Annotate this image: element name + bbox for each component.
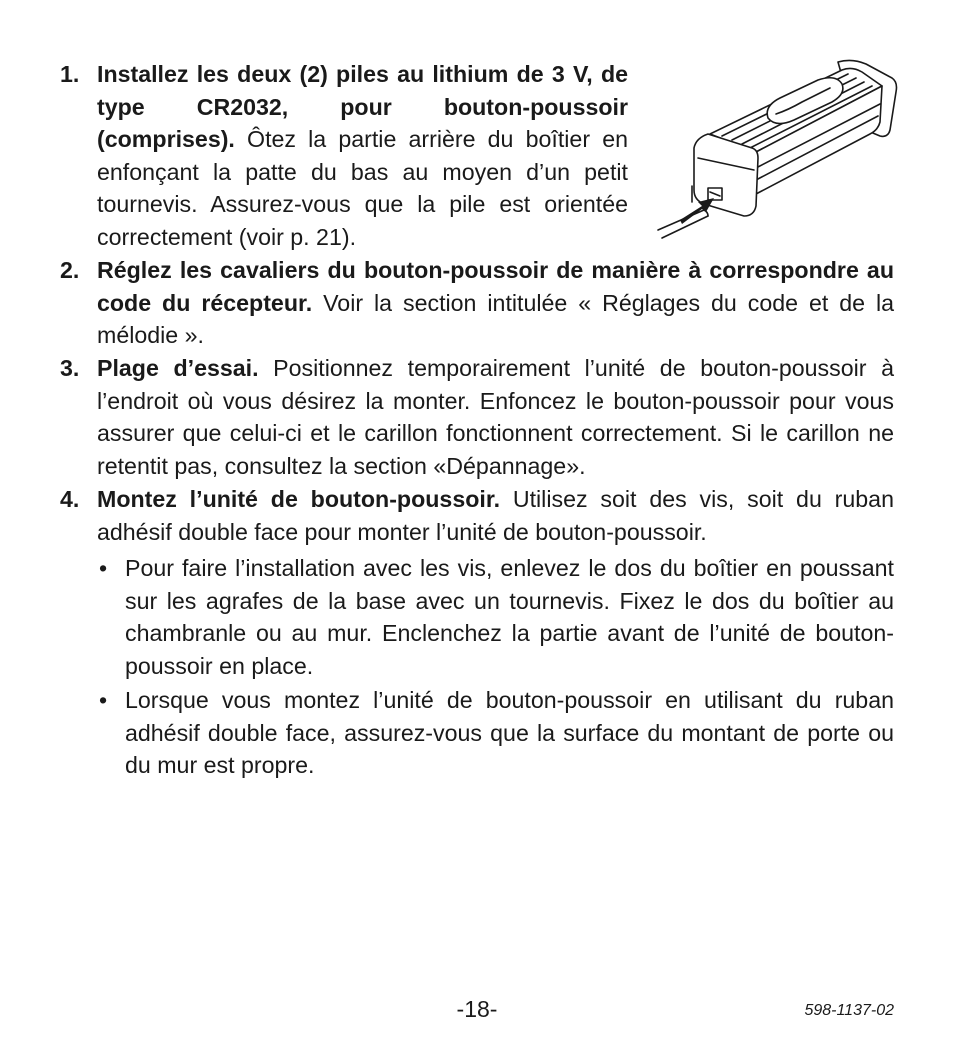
instruction-step-4 bbox=[60, 483, 894, 548]
step-text: Voir la section intitulée « Réglages du code et de la mélodie ». bbox=[97, 289, 894, 348]
step-heading: Plage d’essai. bbox=[97, 355, 259, 381]
bullet-text: Pour faire l’installation avec les vis, enlevez le dos du boîtier en poussant sur les agrafes de la base avec un tournevis. Fixez le dos du boîtier au chambranle ou au mur. Enclenchez la partie avant de l’unité de bouton-poussoir en place. bbox=[125, 555, 894, 679]
step-number: 3. bbox=[60, 355, 80, 381]
instruction-step-3 bbox=[60, 352, 894, 482]
push-button-screwdriver-icon bbox=[652, 52, 898, 242]
step-text: Ôtez la partie arrière du boîtier en enfonçant la patte du bas au moyen d’un petit tournevis. Assurez-vous que la pile est orientée correctement (voir p. 21). bbox=[97, 126, 628, 250]
document-code: 598-1137-02 bbox=[804, 1002, 894, 1019]
bullet-item-tape bbox=[97, 684, 894, 782]
instruction-step-1 bbox=[60, 58, 628, 253]
bullet-symbol: • bbox=[99, 687, 108, 713]
step-heading: Réglez les cavaliers du bouton-poussoir de manière à correspondre au code du récepteur. bbox=[97, 257, 894, 316]
bullet-symbol: • bbox=[99, 555, 108, 581]
instruction-step-2 bbox=[60, 254, 894, 352]
bullet-item-screws bbox=[97, 552, 894, 682]
step-text: Utilisez soit des vis, soit du ruban adhésif double face pour monter l’unité de bouton-poussoir. bbox=[97, 486, 894, 545]
step-number: 4. bbox=[60, 486, 80, 512]
page-number: -18- bbox=[456, 996, 498, 1022]
step-heading: Installez les deux (2) piles au lithium de 3 V, de type CR2032, pour bouton-poussoir (comprises). bbox=[97, 61, 628, 152]
step-heading: Montez l’unité de bouton-poussoir. bbox=[97, 486, 501, 512]
step-number: 1. bbox=[60, 61, 80, 87]
step-text: Positionnez temporairement l’unité de bouton-poussoir à l’endroit où vous désirez la monter. Enfoncez le bouton-poussoir pour vous assurer que celui-ci et le carillon fonctionnent correctement. Si le carillon ne retentit pas, consultez la section «Dépannage». bbox=[97, 355, 894, 479]
step-number: 2. bbox=[60, 257, 80, 283]
bullet-text: Lorsque vous montez l’unité de bouton-poussoir en utilisant du ruban adhésif double face, assurez-vous que la surface du montant de porte ou du mur est propre. bbox=[125, 687, 894, 778]
